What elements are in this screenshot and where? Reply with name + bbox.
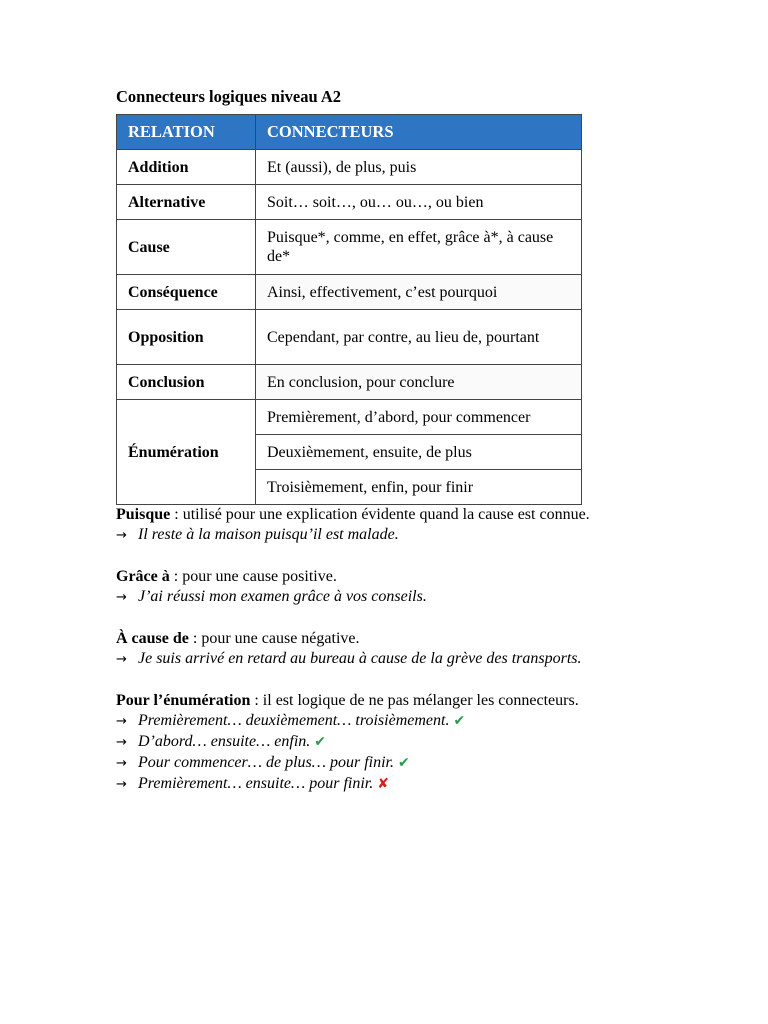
- note-definition: [116, 567, 676, 587]
- check-icon: ✔: [397, 755, 410, 771]
- table-row: [117, 400, 582, 435]
- check-icon: ✔: [314, 734, 327, 750]
- connecteurs-cell: Cependant, par contre, au lieu de, pourtant: [256, 310, 582, 365]
- example-text: Je suis arrivé en retard au bureau à cause de la grève des transports.: [138, 650, 582, 667]
- cross-icon: ✘: [377, 776, 389, 792]
- note-example: [116, 587, 676, 608]
- note-example: [116, 753, 676, 774]
- example-text: Premièrement… ensuite… pour finir.: [138, 775, 374, 792]
- notes-section: [116, 505, 676, 795]
- note-definition: [116, 691, 676, 711]
- note-definition: [116, 505, 676, 525]
- example-text: Il reste à la maison puisqu’il est malade.: [138, 526, 399, 543]
- document-page: [116, 86, 676, 795]
- table-row: [117, 365, 582, 400]
- connecteurs-cell: Puisque*, comme, en effet, grâce à*, à cause de*: [256, 220, 582, 275]
- table-row: [117, 220, 582, 275]
- connecteurs-cell: Et (aussi), de plus, puis: [256, 150, 582, 185]
- table-row: [117, 185, 582, 220]
- header-relation: RELATION: [117, 115, 256, 150]
- arrow-icon: →: [116, 652, 127, 667]
- note-definition-text: : pour une cause négative.: [188, 630, 360, 647]
- arrow-icon: →: [116, 528, 127, 543]
- arrow-icon: →: [116, 714, 127, 729]
- note-term: À cause de: [116, 630, 189, 647]
- example-text: Pour commencer… de plus… pour finir.: [138, 754, 394, 771]
- example-text: J’ai réussi mon examen grâce à vos conseils.: [138, 588, 427, 605]
- note-example: [116, 525, 676, 546]
- document-title: Connecteurs logiques niveau A2: [116, 87, 342, 106]
- example-text: Premièrement… deuxièmement… troisièmement.: [138, 712, 450, 729]
- note-example: [116, 711, 676, 732]
- relation-cell: Alternative: [117, 185, 256, 220]
- relation-cell: Conséquence: [117, 275, 256, 310]
- note-example: [116, 649, 676, 670]
- note-definition-text: : il est logique de ne pas mélanger les connecteurs.: [250, 692, 579, 709]
- note-term: Grâce à: [116, 568, 170, 585]
- header-connecteurs: CONNECTEURS: [256, 115, 582, 150]
- arrow-icon: →: [116, 756, 127, 771]
- connecteurs-cell: Soit… soit…, ou… ou…, ou bien: [256, 185, 582, 220]
- check-icon: ✔: [453, 713, 466, 729]
- arrow-icon: →: [116, 735, 127, 750]
- relation-cell: Opposition: [117, 310, 256, 365]
- relation-cell-enumeration: Énumération: [117, 400, 256, 505]
- note-definition: [116, 629, 676, 649]
- relation-cell: Addition: [117, 150, 256, 185]
- table-row: [117, 275, 582, 310]
- table-row: [117, 310, 582, 365]
- note-example: [116, 774, 676, 795]
- arrow-icon: →: [116, 777, 127, 792]
- note-definition-text: : utilisé pour une explication évidente quand la cause est connue.: [170, 506, 590, 523]
- note-term: Puisque: [116, 506, 171, 523]
- connecteurs-cell: Ainsi, effectivement, c’est pourquoi: [256, 275, 582, 310]
- arrow-icon: →: [116, 590, 127, 605]
- note-example: [116, 732, 676, 753]
- connecteurs-cell: Deuxièmement, ensuite, de plus: [256, 435, 582, 470]
- example-text: D’abord… ensuite… enfin.: [138, 733, 311, 750]
- table-row: [117, 150, 582, 185]
- connecteurs-cell: Troisièmement, enfin, pour finir: [256, 470, 582, 505]
- connecteurs-cell: Premièrement, d’abord, pour commencer: [256, 400, 582, 435]
- note-term: Pour l’énumération: [116, 692, 251, 709]
- connectors-table: [116, 114, 582, 505]
- relation-cell: Cause: [117, 220, 256, 275]
- relation-cell: Conclusion: [117, 365, 256, 400]
- note-definition-text: : pour une cause positive.: [169, 568, 337, 585]
- table-header-row: [117, 115, 582, 150]
- connecteurs-cell: En conclusion, pour conclure: [256, 365, 582, 400]
